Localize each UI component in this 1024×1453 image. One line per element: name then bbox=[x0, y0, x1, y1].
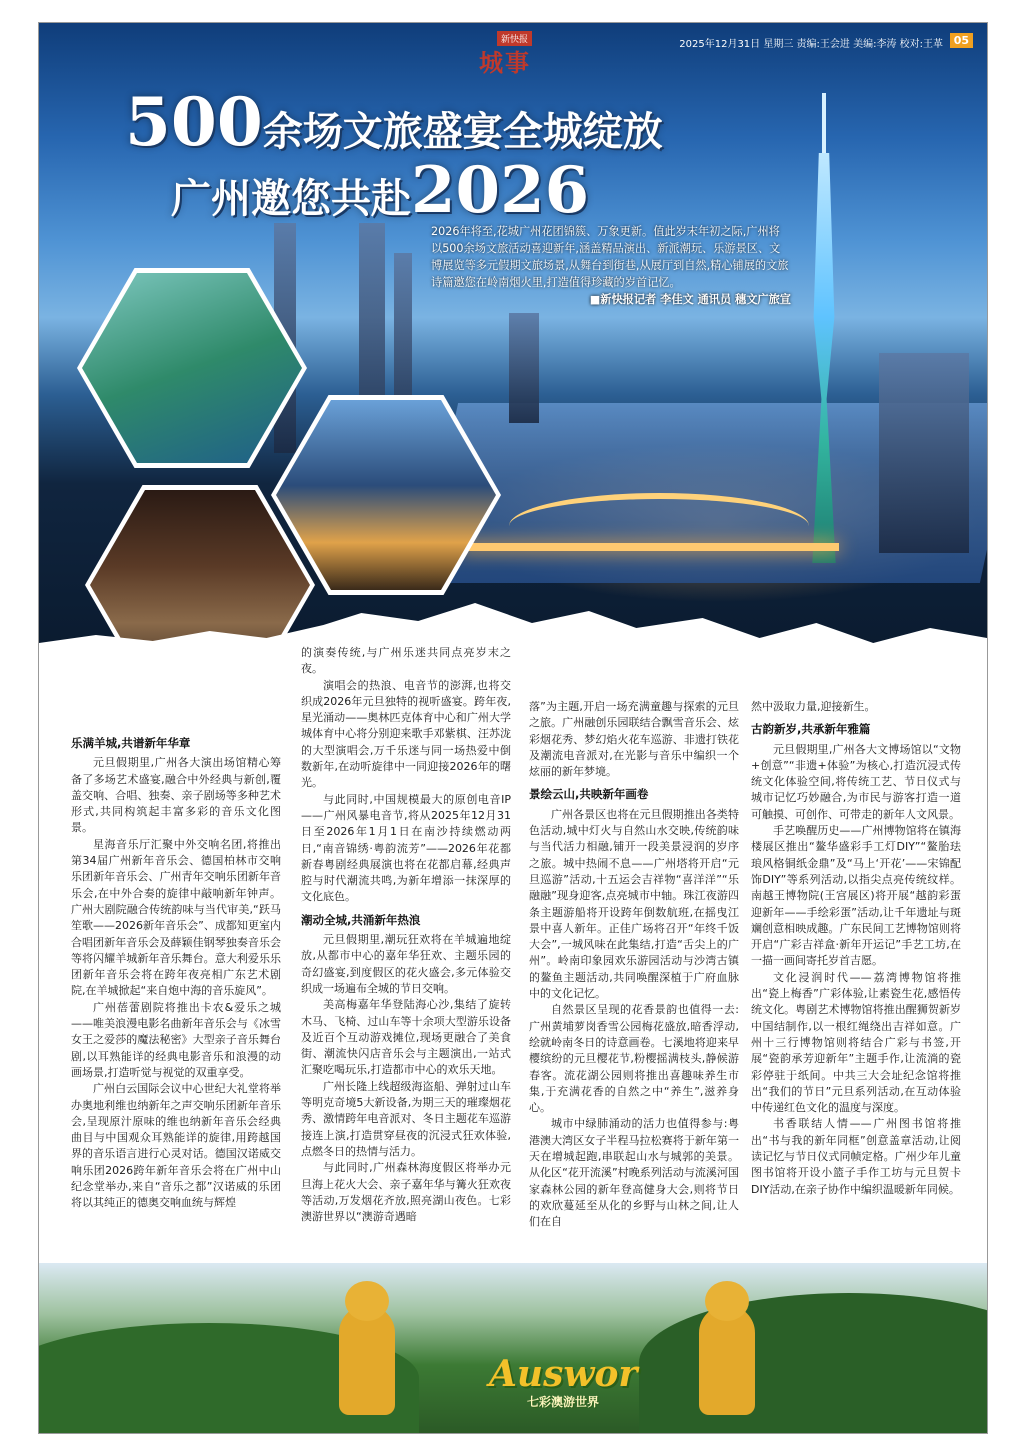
headline-line2: 广州邀您共赴2026 bbox=[171, 153, 590, 228]
newspaper-page bbox=[38, 22, 988, 1434]
park-logo-text: Auswor bbox=[489, 1353, 638, 1395]
hero-cityscape-image bbox=[39, 23, 987, 663]
footer-park-image bbox=[39, 1263, 987, 1433]
subhead-music: 乐满羊城,共谱新年华章 bbox=[71, 736, 191, 750]
section-title: 城事 bbox=[479, 48, 531, 77]
column-2: 的演奏传统,与广州乐迷共同点亮岁末之夜。 演唱会的热浪、电音节的澎湃,也将交织成2026年元旦独特的视听盛宴。跨年夜,星光涌动——奥林匹克体育中心和广州大学城体育中心将分别迎来歌手邓紫棋、汪苏泷的大型演唱会,万千乐迷与同一场热爱中倒数新年,在动听旋律中一同迎接2026年的曙光。 与此同时,中国规模最大的原创电音IP——广州风暴电音节,将从2025年12月31日至2026年1月1日在南沙持续燃动两日,“南音锦绣·粤韵流芳”——2026年花都新春粤剧经典展演也将在花都启幕,经典声腔与时代潮流共鸣,为新年增添一抹深厚的文化底色。 潮动全城,共涌新年热浪 元旦假期里,潮玩狂欢将在羊城遍地绽放,从都市中心的嘉年华狂欢、主题乐园的奇幻盛宴,到度假区的花火盛会,多元体验交织成一场遍布全城的节日交响。 美高梅嘉年华登陆海心沙,集结了旋转木马、飞椅、过山车等十余项大型游乐设备及近百个互动游戏摊位,现场更融合了美食街、潮流快闪店音乐会与主题演出,一站式汇聚吃喝玩乐,打造都市中心的欢乐天地。 广州长隆上线超级海盗船、弹射过山车等明克奇境5大新设备,为期三天的璀璨烟花秀、激情跨年电音派对、冬日主题花车巡游接连上演,打造贯穿昼夜的沉浸式狂欢体验,点燃冬日的热情与活力。 与此同时,广州森林海度假区将举办元旦海上花火大会、亲子嘉年华与篝火狂欢夜等活动,万发烟花齐放,照亮湖山夜色。七彩澳游世界以“澳游奇遇暗 bbox=[301, 646, 511, 1224]
subhead-trendy: 潮动全城,共涌新年热浪 bbox=[301, 912, 421, 927]
column-4: 然中汲取力量,迎接新生。 古韵新岁,共承新年雅篇 元旦假期里,广州各大文博场馆以“文物+创意”“非遗+体验”为核心,打造沉浸式传统文化体验空间,将传统工艺、节日仪式与城市记忆巧妙融合,为市民与游客打造一道可触摸、可创作、可带走的新年人文风景。 手艺唤醒历史——广州博物馆将在镇海楼展区推出“鳌华盛彩手工灯DIY”“鳌胎珐琅风格铜纸金鼎”及“马上‘开花’——宋锦配饰DIY”等系列活动,以指尖点亮传统纹样。南越王博物院(王宫展区)将开展“越韵彩蛋迎新年——手绘彩蛋”活动,让千年遗址与斑斓创意相映成趣。广东民间工艺博物馆则将开启“广彩吉祥盒·新年开运记”手艺工坊,在一描一画间寄托岁首吉愿。 文化浸润时代——荔湾博物馆将推出“瓷上梅香”广彩体验,让素瓷生花,感悟传统文化。粤剧艺术博物馆将推出醒狮贺新岁中国结制作,以一根红绳绕出吉祥如意。广州十三行博物馆则将结合广彩与书签,开展“瓷韵承芳迎新年”主题手作,让流淌的瓷彩停驻于纸间。中共三大会址纪念馆将推出“我们的节日”元旦系列活动,在互动体验中传递红色文化的温度与深度。 书香联结人情——广州图书馆将推出“书与我的新年同框”创意盖章活动,让阅读记忆与节日仪式同帧定格。广州少年儿童图书馆将开设小篮子手作工坊与元旦贺卡DIY活动,在亲子协作中编织温暖新年同候。 bbox=[751, 700, 961, 1196]
article-body bbox=[39, 646, 987, 1243]
headline-line1: 500余场文旅盛宴全城绽放 bbox=[125, 83, 663, 161]
newspaper-name: 新快报 bbox=[497, 31, 532, 46]
park-logo-subtitle: 七彩澳游世界 bbox=[527, 1395, 600, 1409]
column-3: 落”为主题,开启一场充满童趣与探索的元旦之旅。广州融创乐园联结合飘雪音乐会、炫彩烟花秀、梦幻焰火花车巡游、非遗打铁花及潮流电音派对,在光影与音乐中编织一个炫丽的新年梦境。 景绘云山,共映新年画卷 广州各景区也将在元旦假期推出各类特色活动,城中灯火与自然山水交映,传统韵味与当代活力相融,铺开一段美景浸润的岁序之旅。城中热闹不息——广州塔将开启“元旦巡游”活动,十五运会吉祥物“喜洋洋”“乐融融”现身迎客,点亮城市中轴。珠江夜游四条主题游船将开设跨年倒数航班,在摇曳江景中喜人新年。正佳广场将召开“年终千饭大会”,一城风味在此集结,打造“舌尖上的广州”。岭南印象园欢乐游园活动与沙湾古镇的鳌鱼主题活动,共同唤醒深植于广府血脉中的文化记忆。 自然景区呈现的花香景韵也值得一去:广州黄埔萝岗香雪公园梅花盛放,暗香浮动,绘就岭南冬日的诗意画卷。七溪地将迎来早樱缤纷的元旦樱花节,粉樱摇满枝头,静候游春客。流花湖公园则将推出喜趣味养生市集,于充满花香的自然之中“养生”,滋养身心。 城市中绿肺涌动的活力也值得参与:粤港澳大湾区女子半程马拉松赛将于新年第一天在增城起跑,串联起山水与城郭的美景。从化区“花开流溪”村晚系列活动与流溪河国家森林公园的新年登高健身大会,则将节日的欢欣蔓延至从化的乡野与山林之间,让人们在自 bbox=[529, 700, 739, 1229]
page-number: 05 bbox=[950, 33, 973, 48]
page-header bbox=[39, 31, 987, 77]
column-1: 乐满羊城,共谱新年华章 元旦假期里,广州各大演出场馆精心筹备了多场艺术盛宴,融合中外经典与新创,覆盖交响、合唱、独奏、亲子剧场等多种艺术形式,共同构筑起丰富多彩的音乐文化图景。 星海音乐厅汇聚中外交响名团,将推出第34届广州新年音乐会、德国柏林市交响乐团新年音乐会、广州青年交响乐团新年音乐会,在中外合奏的旋律中敲响新年钟声。广州大剧院融合传统韵味与当代审美,“跃马笙歌——2026新年音乐会”、成都知更室内合唱团新年音乐会及薛颖佳钢琴独奏音乐会等将闪耀羊城新年音乐舞台。意大利爱乐乐团新年音乐会将在跨年夜亮相广东艺术剧院,在羊城掀起“来自炮中海的音乐旋风”。 广州蓓蕾剧院将推出卡农&爱乐之城——唯美浪漫电影名曲新年音乐会与《冰雪女王之爱莎的魔法秘密》大型亲子音乐舞台剧,以耳熟能详的经典电影音乐和浪漫的动画场景,打造听觉与视觉的双重享受。 广州白云国际会议中心世纪大礼堂将举办奥地利维也纳新年之声交响乐团新年音乐会,呈现原汁原味的维也纳新年音乐会经典曲目与中国观众耳熟能详的旋律,用跨越国界的音乐语言进行心灵对话。德国汉诺威交响乐团2026跨年新年音乐会将在广州中山纪念堂举办,来自“音乐之都”汉诺威的乐团将以其纯正的德奥交响血统与辉煌 bbox=[71, 736, 281, 1210]
lead-paragraph: 2026年将至,花城广州花团锦簇、万象更新。值此岁末年初之际,广州将以500余场文旅活动喜迎新年,涵盖精品演出、新派潮玩、乐游景区、文博展览等多元假期文旅场景,从舞台到街巷,从展厅到自然,精心铺展的文旅诗篇邀您在岭南烟火里,打造值得珍藏的岁首记忆。 ■新快报记者 李佳文 通讯员 穗文广旅宣 bbox=[431, 225, 791, 306]
hex-photo-island-resort bbox=[77, 268, 307, 468]
subhead-culture: 古韵新岁,共承新年雅篇 bbox=[751, 722, 871, 737]
kangaroo-mascot-right bbox=[699, 1305, 755, 1415]
byline: ■新快报记者 李佳文 通讯员 穗文广旅宣 bbox=[589, 293, 791, 306]
canton-tower bbox=[809, 93, 839, 563]
subhead-scenic: 景绘云山,共映新年画卷 bbox=[529, 787, 649, 802]
issue-meta: 2025年12月31日 星期三 责编:王会进 美编:李涛 校对:王革 bbox=[679, 39, 943, 50]
kangaroo-mascot-left bbox=[339, 1305, 395, 1415]
